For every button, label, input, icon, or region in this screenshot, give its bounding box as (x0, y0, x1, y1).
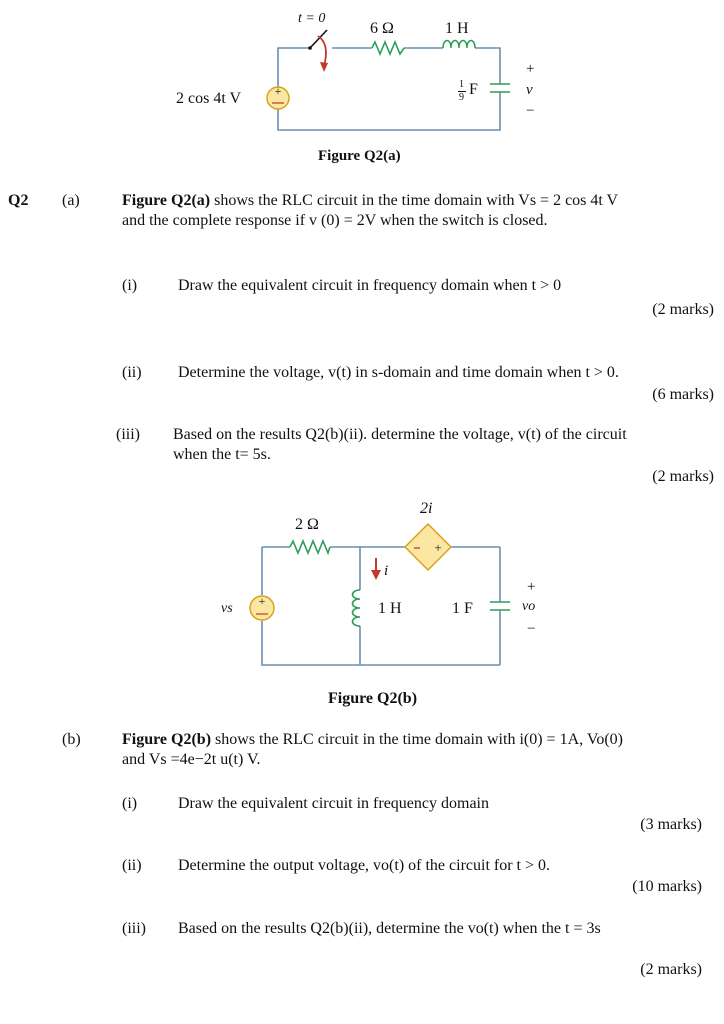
capacitor-den: 9 (459, 92, 464, 103)
question-number: Q2 (8, 192, 29, 209)
svg-text:+: + (258, 594, 266, 608)
capacitor-unit: F (469, 81, 478, 98)
a-i-label: (i) (122, 277, 138, 294)
inductor-label-b: 1 H (378, 600, 402, 617)
svg-text:+: + (274, 84, 282, 98)
switch-label: t = 0 (298, 11, 326, 26)
a-ii-marks: (6 marks) (652, 386, 714, 403)
b-iii-text: Based on the results Q2(b)(ii), determine the vo(t) when the t = 3s (178, 920, 601, 937)
inductor-label-a: 1 H (445, 20, 469, 37)
part-a-label: (a) (62, 192, 80, 209)
vo-label: vo (522, 599, 536, 614)
vo-minus: − (527, 621, 536, 637)
resistor-label-b: 2 Ω (295, 516, 319, 533)
a-iii-marks: (2 marks) (652, 468, 714, 485)
inductor-1h-b (353, 590, 361, 626)
a-ii-label: (ii) (122, 364, 142, 381)
a-ii-text: Determine the voltage, v(t) in s-domain and time domain when t > 0. (178, 364, 619, 381)
v-label-a: v (526, 82, 533, 98)
dep-source-label: 2i (420, 500, 433, 517)
vo-plus: + (527, 579, 536, 595)
a-iii-text2: when the t= 5s. (173, 446, 271, 463)
source-label-b: vs (221, 601, 233, 616)
b-i-marks: (3 marks) (640, 816, 702, 833)
resistor-2ohm (290, 541, 330, 553)
a-i-marks: (2 marks) (652, 301, 714, 318)
current-label: i (384, 563, 389, 579)
v-minus-a: − (526, 103, 535, 119)
b-ii-text: Determine the output voltage, vo(t) of the circuit for t > 0. (178, 857, 551, 874)
capacitor-label-b: 1 F (452, 600, 473, 617)
b-iii-marks: (2 marks) (640, 961, 702, 978)
part-a-line2: and the complete response if v (0) = 2V when the switch is closed. (122, 212, 548, 229)
b-ii-label: (ii) (122, 857, 142, 874)
figure-q2b-caption: Figure Q2(b) (328, 690, 418, 707)
b-i-label: (i) (122, 795, 138, 812)
resistor-label-a: 6 Ω (370, 20, 394, 37)
source-label-a: 2 cos 4t V (176, 90, 242, 107)
capacitor-num: 1 (459, 79, 464, 90)
figure-q2a-caption: Figure Q2(a) (318, 148, 401, 164)
v-plus-a: + (526, 61, 535, 77)
b-ii-marks: (10 marks) (632, 878, 702, 895)
a-iii-label: (iii) (116, 426, 140, 443)
dependent-voltage-source (405, 524, 451, 570)
b-iii-label: (iii) (122, 920, 146, 937)
part-b-label: (b) (62, 731, 81, 748)
svg-text:+: + (434, 540, 442, 555)
part-b-line1: Figure Q2(b) shows the RLC circuit in the time domain with i(0) = 1A, Vo(0) (122, 731, 623, 748)
b-i-text: Draw the equivalent circuit in frequency domain (178, 795, 489, 812)
part-b-line2: and Vs =4e−2t u(t) V. (122, 751, 261, 768)
a-iii-text1: Based on the results Q2(b)(ii). determine the voltage, v(t) of the circuit (173, 426, 627, 443)
a-i-text: Draw the equivalent circuit in frequency domain when t > 0 (178, 277, 562, 294)
part-a-line1: Figure Q2(a) shows the RLC circuit in the time domain with Vs = 2 cos 4t V (122, 192, 619, 209)
